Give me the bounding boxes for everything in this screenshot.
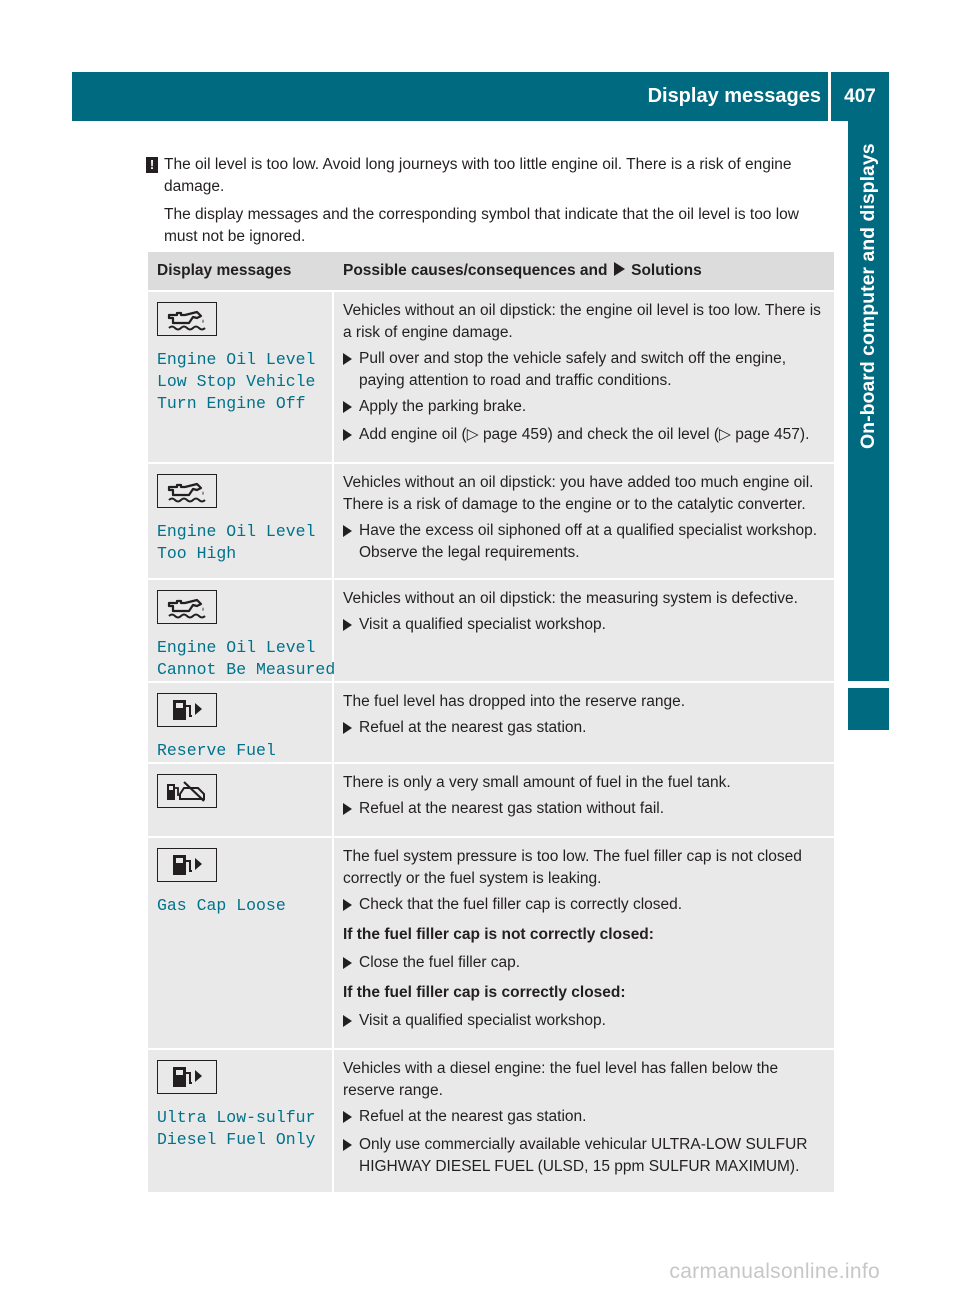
display-message-text: Ultra Low-sulfur Diesel Fuel Only	[157, 1108, 316, 1149]
solution-step	[343, 348, 828, 392]
cause-text: Vehicles without an oil dipstick: the measuring system is defective.	[343, 590, 798, 607]
step-text: Visit a qualified specialist workshop.	[359, 616, 606, 633]
condition-heading: If the fuel filler cap is correctly closed:	[343, 984, 626, 1001]
display-message-text: Reserve Fuel	[157, 741, 276, 760]
solution-step	[343, 1106, 828, 1130]
solution-step	[343, 520, 828, 564]
display-message-text: Gas Cap Loose	[157, 896, 286, 915]
solution-cell	[334, 1050, 834, 1192]
message-cell	[148, 764, 334, 836]
col-header-messages: Display messages	[157, 262, 292, 279]
step-text: Refuel at the nearest gas station.	[359, 1108, 587, 1125]
table-row	[148, 836, 834, 1048]
message-cell	[148, 1050, 334, 1192]
table-row	[148, 462, 834, 578]
step-arrow-icon	[343, 348, 359, 392]
page-header-bar	[72, 72, 889, 121]
step-text: Check that the fuel filler cap is correctly closed.	[359, 896, 683, 913]
display-messages-table	[148, 252, 834, 1192]
step-arrow-icon	[343, 952, 359, 976]
solution-step	[343, 952, 828, 976]
step-text: Refuel at the nearest gas station.	[359, 719, 587, 736]
display-message-text: Engine Oil Level Too High	[157, 522, 316, 563]
solution-cell	[334, 838, 834, 1048]
cause-text: Vehicles without an oil dipstick: you have added too much engine oil. There is a risk of damage to the engine or to the catalytic converter.	[343, 474, 814, 513]
cause-text: Vehicles without an oil dipstick: the engine oil level is too low. There is a risk of engine damage.	[343, 302, 821, 341]
message-cell	[148, 464, 334, 578]
step-text: Close the fuel filler cap.	[359, 954, 521, 971]
step-arrow-icon	[343, 1106, 359, 1130]
step-arrow-icon	[343, 798, 359, 822]
solution-step	[343, 798, 828, 822]
warning-text-1: The oil level is too low. Avoid long journeys with too little engine oil. There is a risk of engine damage.	[164, 156, 792, 195]
section-title: Display messages	[647, 85, 821, 107]
cause-text: The fuel system pressure is too low. The fuel filler cap is not closed correctly or the fuel system is leaking.	[343, 848, 802, 887]
oil-can-icon	[157, 474, 217, 508]
step-arrow-icon	[343, 1134, 359, 1178]
solution-cell	[334, 683, 834, 762]
solution-step	[343, 717, 828, 741]
triangle-arrow-icon	[614, 262, 625, 276]
step-text: Add engine oil (▷ page 459) and check the oil level (▷ page 457).	[359, 426, 810, 443]
message-cell	[148, 292, 334, 462]
message-cell	[148, 580, 334, 681]
chapter-marker	[848, 688, 889, 730]
step-arrow-icon	[343, 520, 359, 564]
chapter-label: On-board computer and displays	[857, 143, 879, 449]
table-row	[148, 290, 834, 462]
step-arrow-icon	[343, 717, 359, 741]
oil-can-icon	[157, 302, 217, 336]
display-message-text: Engine Oil Level Low Stop Vehicle Turn Engine Off	[157, 350, 316, 413]
table-row	[148, 578, 834, 681]
oil-can-icon	[157, 590, 217, 624]
cause-text: Vehicles with a diesel engine: the fuel level has fallen below the reserve range.	[343, 1060, 779, 1099]
message-cell	[148, 838, 334, 1048]
step-text: Visit a qualified specialist workshop.	[359, 1012, 606, 1029]
solution-cell	[334, 292, 834, 462]
fuel-pump-icon	[157, 848, 217, 882]
cause-text: There is only a very small amount of fuel in the fuel tank.	[343, 774, 731, 791]
solution-step	[343, 396, 828, 420]
watermark: carmanualsonline.info	[669, 1260, 880, 1283]
solution-step	[343, 614, 828, 638]
cause-text: The fuel level has dropped into the reserve range.	[343, 693, 686, 710]
fuel-pump-icon	[157, 693, 217, 727]
fuel-car-icon	[157, 774, 217, 808]
chapter-side-tab	[848, 121, 889, 681]
solution-step	[343, 424, 828, 448]
warning-text-2: The display messages and the corresponding symbol that indicate that the oil level is too low must not be ignored.	[164, 206, 799, 245]
fuel-pump-icon	[157, 1060, 217, 1094]
solution-cell	[334, 580, 834, 681]
solution-cell	[334, 764, 834, 836]
display-message-text: Engine Oil Level Cannot Be Measured	[157, 638, 336, 679]
warning-note	[146, 154, 830, 254]
step-arrow-icon	[343, 424, 359, 448]
warning-icon: !	[146, 157, 158, 173]
condition-heading: If the fuel filler cap is not correctly closed:	[343, 926, 654, 943]
step-arrow-icon	[343, 614, 359, 638]
message-cell	[148, 683, 334, 762]
page-number: 407	[844, 86, 876, 107]
step-text: Apply the parking brake.	[359, 398, 527, 415]
table-header	[148, 252, 834, 290]
solution-step	[343, 894, 828, 918]
table-row	[148, 762, 834, 836]
step-text: Only use commercially available vehicular ULTRA-LOW SULFUR HIGHWAY DIESEL FUEL (ULSD, 15 ppm SULFUR MAXIMUM).	[359, 1136, 808, 1175]
solution-cell	[334, 464, 834, 578]
step-text: Pull over and stop the vehicle safely and switch off the engine, paying attention to road and traffic conditions.	[359, 350, 787, 389]
step-text: Refuel at the nearest gas station without fail.	[359, 800, 665, 817]
table-row	[148, 1048, 834, 1192]
table-row	[148, 681, 834, 762]
step-arrow-icon	[343, 894, 359, 918]
col-header-causes: Possible causes/consequences and Solutions	[343, 262, 702, 279]
step-arrow-icon	[343, 396, 359, 420]
solution-step	[343, 1134, 828, 1178]
solution-step	[343, 1010, 828, 1034]
step-text: Have the excess oil siphoned off at a qualified specialist workshop. Observe the legal requirements.	[359, 522, 818, 561]
step-arrow-icon	[343, 1010, 359, 1034]
